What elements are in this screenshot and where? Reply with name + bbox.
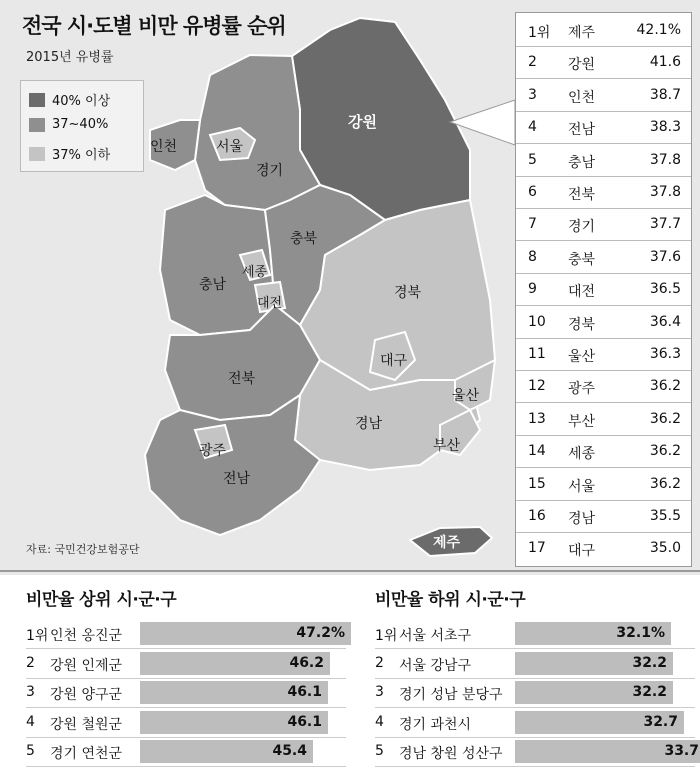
legend-swatch (29, 93, 45, 107)
ranking-row (516, 371, 691, 403)
legend-item (29, 117, 108, 132)
district-ranking-section (0, 575, 700, 771)
district-bar (515, 711, 684, 734)
row-divider (375, 707, 695, 708)
district-row (375, 740, 699, 764)
district-rank: 3 (26, 684, 35, 700)
district-name: 서울 서초구 (399, 628, 472, 644)
district-bar (140, 622, 351, 645)
district-value: 32.2 (632, 654, 667, 671)
row-divider (26, 648, 346, 649)
ranking-region: 전남 (568, 122, 596, 139)
district-value: 46.1 (287, 684, 322, 700)
district-bar (515, 622, 671, 645)
ranking-region: 경남 (568, 511, 596, 527)
label-gyeongbuk: 경북 (394, 285, 422, 301)
label-gwangju: 광주 (199, 443, 227, 459)
page-subtitle: 2015년 유병률 (26, 50, 114, 65)
row-divider (375, 648, 695, 649)
ranking-row (516, 339, 691, 371)
legend-label: 37~40% (52, 117, 109, 132)
district-rank: 5 (375, 743, 384, 759)
label-gyeonggi: 경기 (256, 163, 284, 179)
district-bar (140, 740, 313, 763)
ranking-region: 경북 (568, 316, 596, 333)
district-bar (515, 681, 673, 704)
ranking-value: 36.2 (649, 410, 681, 427)
label-incheon: 인천 (150, 139, 178, 155)
district-value: 46.1 (287, 713, 322, 730)
ranking-region: 대전 (568, 284, 596, 301)
ranking-value: 36.2 (649, 475, 681, 492)
label-daejeon: 대전 (257, 296, 283, 311)
district-bar (140, 681, 328, 704)
label-busan: 부산 (433, 438, 461, 454)
district-rank: 4 (375, 713, 384, 730)
ranking-region: 대구 (568, 543, 596, 560)
ranking-region: 울산 (568, 349, 596, 365)
district-value: 32.1% (616, 625, 665, 641)
district-row (375, 622, 695, 646)
district-name: 인천 옹진군 (50, 628, 123, 644)
row-divider (375, 766, 695, 767)
legend-item (29, 90, 110, 109)
ranking-value: 41.6 (649, 54, 681, 71)
ranking-row (516, 80, 691, 112)
ranking-value: 36.5 (649, 281, 681, 298)
row-divider (26, 678, 346, 679)
ranking-row (516, 209, 691, 241)
ranking-value: 37.6 (649, 248, 681, 265)
district-row (26, 740, 346, 764)
ranking-row (516, 274, 691, 306)
ranking-rank: 13 (528, 410, 546, 427)
ranking-value: 36.2 (649, 443, 681, 460)
district-value: 32.2 (632, 684, 667, 700)
district-row (26, 681, 346, 705)
row-divider (26, 707, 346, 708)
ranking-region: 강원 (568, 57, 596, 74)
ranking-rank: 12 (528, 378, 546, 395)
district-rank: 3 (375, 684, 384, 700)
label-daegu: 대구 (380, 353, 408, 369)
district-name: 경기 성남 분당구 (399, 687, 503, 703)
ranking-region: 서울 (568, 478, 596, 495)
label-ulsan: 울산 (452, 388, 480, 404)
district-rank: 2 (26, 654, 35, 671)
ranking-row (516, 307, 691, 339)
district-rank: 1위 (26, 628, 49, 644)
district-row (26, 711, 346, 735)
label-gangwon: 강원 (348, 113, 377, 131)
ranking-row (516, 112, 691, 144)
map-legend (20, 80, 144, 172)
ranking-row (516, 501, 691, 533)
row-divider (26, 766, 346, 767)
ranking-row (516, 436, 691, 468)
ranking-region: 충남 (568, 154, 596, 171)
ranking-row (516, 145, 691, 177)
label-jeonnam: 전남 (223, 471, 251, 487)
ranking-rank: 9 (528, 281, 537, 298)
ranking-value: 35.5 (649, 508, 681, 524)
ranking-row (516, 15, 691, 47)
row-divider (375, 737, 695, 738)
district-name: 경남 창원 성산구 (399, 746, 503, 762)
district-name: 경기 과천시 (399, 716, 472, 733)
section-divider (0, 570, 700, 572)
district-name: 강원 양구군 (50, 687, 123, 703)
ranking-rank: 15 (528, 475, 546, 492)
ranking-row (516, 177, 691, 209)
label-jeju: 제주 (433, 535, 461, 551)
ranking-rank: 2 (528, 54, 537, 71)
ranking-value: 37.7 (649, 216, 681, 233)
ranking-rank: 1위 (528, 25, 551, 41)
ranking-rank: 10 (528, 313, 546, 330)
ranking-value: 38.7 (649, 86, 681, 103)
ranking-region: 충북 (568, 251, 596, 268)
district-name: 경기 연천군 (50, 746, 123, 762)
ranking-region: 경기 (568, 219, 596, 236)
ranking-value: 35.0 (649, 540, 681, 557)
district-bar (140, 711, 328, 734)
ranking-rank: 6 (528, 184, 537, 200)
label-chungbuk: 충북 (290, 231, 318, 247)
ranking-rank: 16 (528, 508, 546, 524)
district-name: 서울 강남구 (399, 657, 472, 674)
ranking-value: 37.8 (649, 151, 681, 168)
district-value: 33.7 (664, 743, 699, 759)
district-rank: 4 (26, 713, 35, 730)
label-jeonbuk: 전북 (228, 371, 256, 387)
ranking-region: 부산 (568, 413, 596, 430)
ranking-rank: 17 (528, 540, 546, 557)
ranking-rank: 8 (528, 248, 537, 265)
district-row (26, 652, 346, 676)
label-seoul: 서울 (216, 139, 244, 155)
ranking-value: 36.2 (649, 378, 681, 395)
district-row (375, 711, 695, 735)
district-rank: 5 (26, 743, 35, 759)
district-value: 47.2% (296, 625, 345, 641)
ranking-region: 광주 (568, 381, 596, 398)
ranking-region: 제주 (568, 25, 596, 41)
district-bar (515, 740, 700, 763)
legend-label: 40% 이상 (52, 94, 111, 109)
ranking-row (516, 404, 691, 436)
ranking-value: 42.1% (636, 22, 681, 38)
page-title: 전국 시·도별 비만 유병률 순위 (22, 14, 286, 38)
row-divider (375, 678, 695, 679)
ranking-value: 36.3 (649, 346, 681, 362)
district-row (375, 681, 695, 705)
ranking-region: 인천 (568, 89, 596, 106)
ranking-rank: 4 (528, 119, 537, 136)
top-districts-title: 비만율 상위 시·군·구 (26, 590, 177, 610)
legend-item (29, 144, 110, 163)
ranking-value: 37.8 (649, 184, 681, 200)
ranking-rank: 3 (528, 86, 537, 103)
ranking-region: 세종 (568, 446, 596, 463)
ranking-row (516, 469, 691, 501)
ranking-value: 38.3 (649, 119, 681, 136)
ranking-rank: 7 (528, 216, 537, 233)
label-gyeongnam: 경남 (355, 416, 383, 432)
label-chungnam: 충남 (199, 277, 227, 293)
district-value: 46.2 (289, 654, 324, 671)
district-rank: 2 (375, 654, 384, 671)
label-sejong: 세종 (242, 265, 268, 280)
ranking-row (516, 47, 691, 79)
district-name: 강원 인제군 (50, 657, 123, 674)
ranking-rank: 11 (528, 346, 546, 362)
ranking-row (516, 242, 691, 274)
district-row (375, 652, 695, 676)
bottom-districts-title: 비만율 하위 시·군·구 (375, 590, 526, 610)
ranking-value: 36.4 (649, 313, 681, 330)
province-ranking-table (515, 12, 692, 567)
row-divider (26, 737, 346, 738)
legend-label: 37% 이하 (52, 148, 111, 163)
source-note: 자료: 국민건강보험공단 (26, 543, 140, 556)
legend-swatch (29, 147, 45, 161)
legend-swatch (29, 118, 45, 132)
district-row (26, 622, 346, 646)
district-rank: 1위 (375, 628, 398, 644)
ranking-rank: 5 (528, 151, 537, 168)
ranking-rank: 14 (528, 443, 546, 460)
ranking-region: 전북 (568, 187, 596, 203)
ranking-row (516, 533, 691, 564)
district-value: 45.4 (272, 743, 307, 759)
district-name: 강원 철원군 (50, 716, 123, 733)
district-bar (515, 652, 673, 675)
district-bar (140, 652, 330, 675)
district-value: 32.7 (643, 713, 678, 730)
